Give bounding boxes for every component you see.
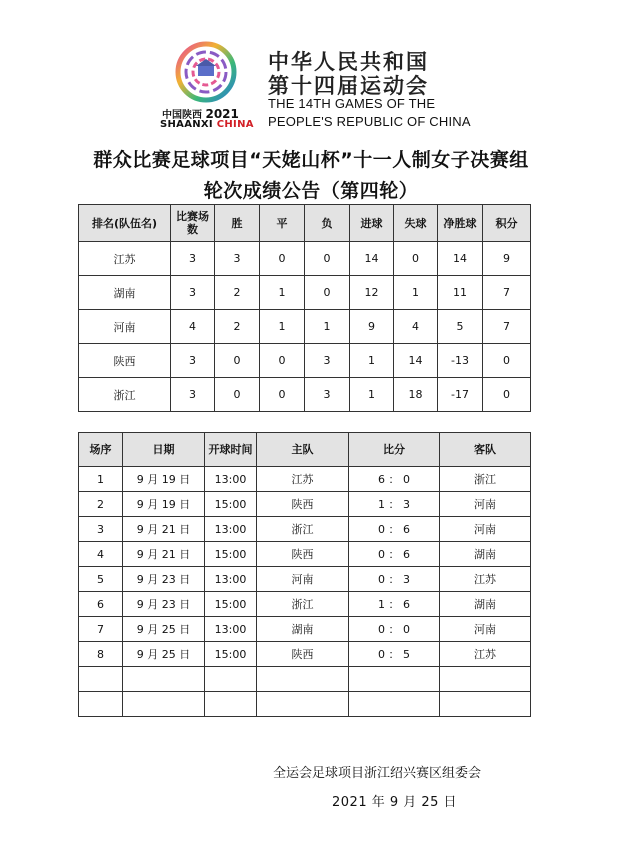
- schedule-table: [78, 432, 531, 717]
- table-cell: 13:00: [205, 517, 257, 542]
- table-cell: [440, 667, 531, 692]
- standings-header-cell: 平: [260, 205, 305, 242]
- schedule-header-cell: 客队: [440, 433, 531, 467]
- table-row: [79, 642, 531, 667]
- table-cell: 14: [394, 344, 438, 378]
- table-cell: 江苏: [79, 242, 171, 276]
- table-cell: 1: [79, 467, 123, 492]
- table-cell: [257, 692, 349, 717]
- table-cell: 9 月 21 日: [123, 542, 205, 567]
- table-cell: 9 月 25 日: [123, 642, 205, 667]
- schedule-header-cell: 日期: [123, 433, 205, 467]
- table-cell: 湖南: [440, 592, 531, 617]
- table-cell: 4: [79, 542, 123, 567]
- table-cell: 15:00: [205, 492, 257, 517]
- table-cell: 0: [305, 242, 350, 276]
- table-cell: 3: [171, 344, 215, 378]
- games-title-en-2: PEOPLE'S REPUBLIC OF CHINA: [268, 114, 471, 129]
- table-cell: 湖南: [257, 617, 349, 642]
- table-cell: 河南: [440, 517, 531, 542]
- standings-header-cell: 排名(队伍名): [79, 205, 171, 242]
- table-cell: 湖南: [79, 276, 171, 310]
- schedule-header-cell: 比分: [349, 433, 440, 467]
- table-cell: -17: [438, 378, 483, 412]
- table-cell: 0: [215, 378, 260, 412]
- table-row: [79, 517, 531, 542]
- table-row: [79, 344, 531, 378]
- table-cell: 9 月 23 日: [123, 592, 205, 617]
- table-cell: 9 月 19 日: [123, 492, 205, 517]
- standings-header-cell: 比赛场数: [171, 205, 215, 242]
- table-cell: 0: [394, 242, 438, 276]
- table-cell: 浙江: [440, 467, 531, 492]
- table-cell: 0 ： 5: [349, 642, 440, 667]
- table-row: [79, 567, 531, 592]
- table-cell: -13: [438, 344, 483, 378]
- table-cell: 6: [79, 592, 123, 617]
- standings-header-cell: 失球: [394, 205, 438, 242]
- table-cell: 7: [79, 617, 123, 642]
- table-cell: 江苏: [440, 567, 531, 592]
- table-cell: 0: [483, 344, 531, 378]
- table-cell: 0: [215, 344, 260, 378]
- table-cell: [123, 692, 205, 717]
- logo-year-label: 中国陕西 2021: [162, 107, 239, 121]
- standings-header-cell: 负: [305, 205, 350, 242]
- table-cell: [123, 667, 205, 692]
- table-row: [79, 467, 531, 492]
- table-cell: 9 月 23 日: [123, 567, 205, 592]
- table-cell: 河南: [79, 310, 171, 344]
- table-cell: 12: [350, 276, 394, 310]
- table-cell: 河南: [440, 617, 531, 642]
- organizer-signature: 全运会足球项目浙江绍兴赛区组委会: [273, 766, 482, 781]
- table-cell: 陕西: [79, 344, 171, 378]
- table-cell: 河南: [257, 567, 349, 592]
- table-cell: 4: [394, 310, 438, 344]
- table-cell: 0: [260, 344, 305, 378]
- table-cell: [205, 692, 257, 717]
- table-cell: 江苏: [440, 642, 531, 667]
- table-cell: 湖南: [440, 542, 531, 567]
- table-row: [79, 276, 531, 310]
- table-row: [79, 542, 531, 567]
- table-cell: 5: [79, 567, 123, 592]
- table-cell: 0 ： 0: [349, 617, 440, 642]
- table-cell: [349, 692, 440, 717]
- table-cell: 1: [350, 344, 394, 378]
- standings-header-cell: 净胜球: [438, 205, 483, 242]
- table-cell: 1: [260, 310, 305, 344]
- table-cell: 3: [79, 517, 123, 542]
- table-cell: 7: [483, 276, 531, 310]
- table-row: [79, 310, 531, 344]
- table-cell: 9 月 19 日: [123, 467, 205, 492]
- table-cell: 河南: [440, 492, 531, 517]
- page-title: 群众比赛足球项目“天姥山杯”十一人制女子决赛组: [93, 149, 529, 171]
- table-cell: 15:00: [205, 642, 257, 667]
- table-cell: 1: [305, 310, 350, 344]
- schedule-header-cell: 主队: [257, 433, 349, 467]
- table-cell: 18: [394, 378, 438, 412]
- table-cell: [349, 667, 440, 692]
- schedule-header-cell: 场序: [79, 433, 123, 467]
- table-cell: 3: [305, 344, 350, 378]
- table-cell: 9: [483, 242, 531, 276]
- table-row: [79, 492, 531, 517]
- table-cell: 2: [215, 310, 260, 344]
- table-cell: 0: [483, 378, 531, 412]
- table-cell: 1 ： 6: [349, 592, 440, 617]
- table-cell: 0 ： 3: [349, 567, 440, 592]
- table-cell: 2: [215, 276, 260, 310]
- table-cell: [79, 692, 123, 717]
- table-cell: 1 ： 3: [349, 492, 440, 517]
- table-cell: 3: [305, 378, 350, 412]
- table-cell: 15:00: [205, 542, 257, 567]
- table-cell: 5: [438, 310, 483, 344]
- standings-table: [78, 204, 531, 412]
- table-cell: 3: [171, 276, 215, 310]
- table-cell: 0: [260, 378, 305, 412]
- table-cell: 0 ： 6: [349, 517, 440, 542]
- table-row: [79, 667, 531, 692]
- table-row: [79, 617, 531, 642]
- standings-header-row: [79, 205, 531, 242]
- table-cell: 江苏: [257, 467, 349, 492]
- table-cell: [79, 667, 123, 692]
- header: [158, 40, 478, 140]
- table-cell: [257, 667, 349, 692]
- table-cell: [205, 667, 257, 692]
- table-cell: 1: [394, 276, 438, 310]
- table-cell: 9: [350, 310, 394, 344]
- table-cell: 浙江: [257, 517, 349, 542]
- games-title-en-1: THE 14TH GAMES OF THE: [268, 96, 436, 111]
- table-cell: 2: [79, 492, 123, 517]
- table-cell: 14: [438, 242, 483, 276]
- table-cell: 3: [171, 242, 215, 276]
- table-cell: 13:00: [205, 567, 257, 592]
- table-cell: 15:00: [205, 592, 257, 617]
- standings-header-cell: 胜: [215, 205, 260, 242]
- table-row: [79, 378, 531, 412]
- table-cell: 13:00: [205, 617, 257, 642]
- table-cell: 7: [483, 310, 531, 344]
- table-row: [79, 692, 531, 717]
- table-cell: [440, 692, 531, 717]
- table-cell: 6 ： 0: [349, 467, 440, 492]
- table-cell: 14: [350, 242, 394, 276]
- page-subtitle: 轮次成绩公告（第四轮）: [203, 180, 419, 202]
- games-title-cn-1: 中华人民共和国: [268, 50, 429, 74]
- table-cell: 0: [260, 242, 305, 276]
- table-row: [79, 592, 531, 617]
- games-title-cn-2: 第十四届运动会: [268, 74, 429, 98]
- logo-shaanxi-label: SHAANXI CHINA: [160, 119, 254, 130]
- table-cell: 4: [171, 310, 215, 344]
- table-cell: 陕西: [257, 542, 349, 567]
- table-cell: 陕西: [257, 642, 349, 667]
- table-cell: 1: [260, 276, 305, 310]
- standings-header-cell: 进球: [350, 205, 394, 242]
- table-cell: 13:00: [205, 467, 257, 492]
- table-cell: 9 月 21 日: [123, 517, 205, 542]
- table-cell: 9 月 25 日: [123, 617, 205, 642]
- table-cell: 8: [79, 642, 123, 667]
- table-cell: 浙江: [79, 378, 171, 412]
- table-row: [79, 242, 531, 276]
- table-cell: 浙江: [257, 592, 349, 617]
- issue-date: 2021 年 9 月 25 日: [332, 795, 458, 810]
- table-cell: 1: [350, 378, 394, 412]
- table-cell: 陕西: [257, 492, 349, 517]
- schedule-header-cell: 开球时间: [205, 433, 257, 467]
- table-cell: 11: [438, 276, 483, 310]
- table-cell: 0: [305, 276, 350, 310]
- table-cell: 3: [171, 378, 215, 412]
- table-cell: 3: [215, 242, 260, 276]
- table-cell: 0 ： 6: [349, 542, 440, 567]
- schedule-header-row: [79, 433, 531, 467]
- standings-header-cell: 积分: [483, 205, 531, 242]
